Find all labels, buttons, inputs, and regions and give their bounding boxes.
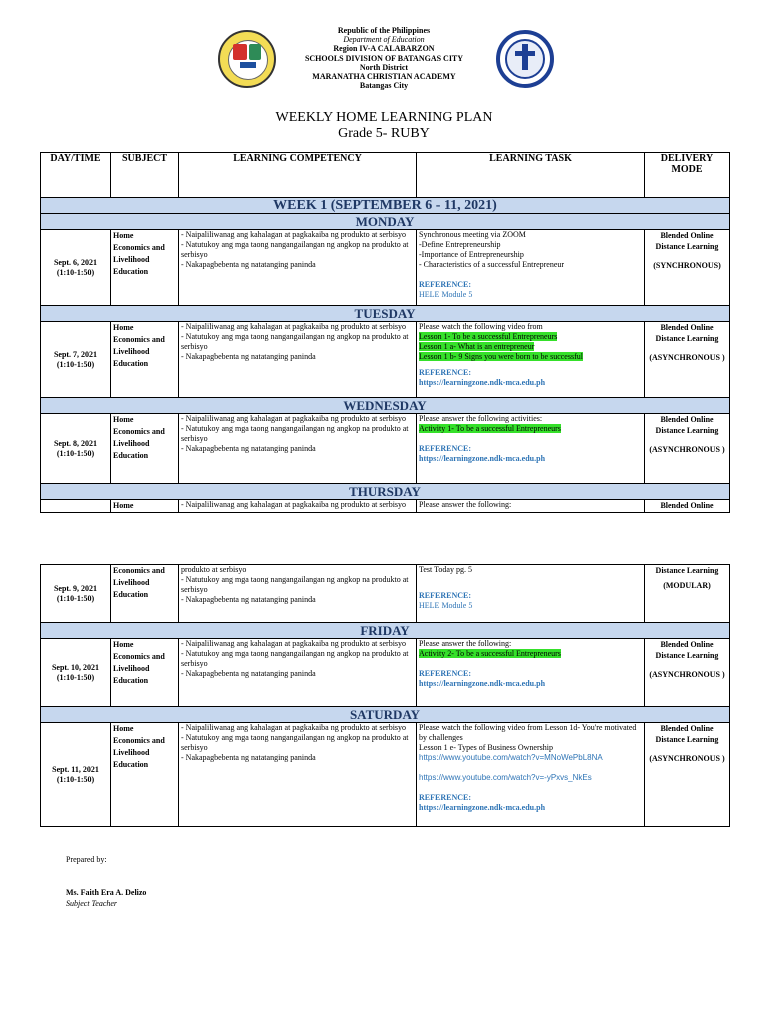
date-text: Sept. 8, 2021 [53,438,98,448]
letterhead [0,26,768,90]
time-text: (1:10-1:50) [56,672,95,682]
competency-item: - Nakapagbebenta ng natatanging paninda [181,595,316,604]
letterhead-line: North District [359,62,409,72]
column-header: DAY/TIME [41,153,111,198]
mode-line: Distance Learning [655,242,719,251]
competency-item: - Natutukoy ang mga taong nangangailangan ng angkop na produkto at serbisyo [181,240,409,259]
column-header: DELIVERY MODE [645,153,730,198]
table-row [41,230,730,306]
highlighted-activity: Activity 1- To be a successful Entrepreneurs [419,424,561,433]
mode-cell [645,230,730,306]
column-header: LEARNING COMPETENCY [179,153,417,198]
date-text: Sept. 11, 2021 [52,764,99,774]
day-banner-saturday: SATURDAY [41,707,730,723]
letterhead-line: SCHOOLS DIVISION OF BATANGAS CITY [304,53,464,63]
task-cell [417,500,645,513]
task-cell [417,723,645,827]
subject-line: Home [113,640,134,649]
subject-line: Education [113,760,149,769]
competency-cell [179,723,417,827]
time-text: (1:10-1:50) [56,593,95,603]
competency-item: - Naipaliliwanag ang kahalagan at pagkakaiba ng produkto at serbisyo [181,230,407,239]
column-header: SUBJECT [111,153,179,198]
document-title [0,110,768,142]
task-line: Lesson 1 e- Types of Business Ownership [419,743,553,752]
competency-item: - Naipaliliwanag ang kahalagan at pagkakaiba ng produkto at serbisyo [181,639,407,648]
week-banner: WEEK 1 (SEPTEMBER 6 - 11, 2021) [41,198,730,214]
competency-cell [179,414,417,484]
reference-value: HELE Module 5 [419,601,473,610]
competency-cell [179,500,417,513]
mode-type: (ASYNCHRONOUS ) [649,353,725,362]
mode-type: (ASYNCHRONOUS ) [649,754,725,763]
table-row [41,414,730,484]
task-line: -Define Entrepreneurship [419,240,501,249]
mode-cell [645,500,730,513]
task-line: Please watch the following video from [419,322,543,331]
youtube-link[interactable]: https://www.youtube.com/watch?v=-yPxvs_NkEs [419,773,592,782]
subject-line: Education [113,267,149,276]
subject-line: Livelihood [113,578,150,587]
subject-line: Home [113,501,134,510]
letterhead-line: MARANATHA CHRISTIAN ACADEMY [312,72,456,82]
reference-link[interactable]: https://learningzone.ndk-mca.edu.ph [419,803,546,812]
subject-cell [111,230,179,306]
mode-cell [645,414,730,484]
date-cell [41,639,111,707]
competency-cell [179,565,417,623]
mode-type: (ASYNCHRONOUS ) [649,670,725,679]
mode-line: Distance Learning [655,735,719,744]
time-text: (1:10-1:50) [56,267,95,277]
task-line: - Characteristics of a successful Entrepreneur [419,260,565,269]
reference-label: REFERENCE: [419,280,472,289]
date-text: Sept. 9, 2021 [53,583,98,593]
subject-line: Economics and [113,335,165,344]
competency-item: - Naipaliliwanag ang kahalagan at pagkakaiba ng produkto at serbisyo [181,414,407,423]
subject-cell [111,322,179,398]
reference-link[interactable]: https://learningzone.ndk-mca.edu.ph [419,454,546,463]
subject-line: Livelihood [113,439,150,448]
mode-type: (ASYNCHRONOUS ) [649,445,725,454]
mode-line: Distance Learning [655,426,719,435]
letterhead-line: Department of Education [343,35,425,45]
subject-cell [111,639,179,707]
date-cell [41,414,111,484]
subject-line: Home [113,323,134,332]
subject-line: Home [113,724,134,733]
date-text: Sept. 7, 2021 [53,349,98,359]
subject-line: Economics and [113,243,165,252]
mode-line: Distance Learning [655,566,719,575]
reference-label: REFERENCE: [419,591,472,600]
subject-line: Home [113,231,134,240]
mode-line: Blended Online [660,501,714,510]
letterhead-line: Region IV-A CALABARZON [333,44,435,54]
mode-line: Blended Online [660,231,714,240]
date-text: Sept. 10, 2021 [51,662,100,672]
competency-item: - Naipaliliwanag ang kahalagan at pagkakaiba ng produkto at serbisyo [181,500,407,509]
task-line: Synchronous meeting via ZOOM [419,230,526,239]
reference-label: REFERENCE: [419,669,472,678]
date-cell [41,565,111,623]
mode-cell [645,565,730,623]
competency-item: - Natutukoy ang mga taong nangangailangan ng angkop na produkto at serbisyo [181,424,409,443]
subject-cell [111,565,179,623]
competency-item: - Nakapagbebenta ng natatanging paninda [181,753,316,762]
letterhead-line: Batangas City [359,81,409,91]
subject-cell [111,414,179,484]
mode-line: Distance Learning [655,334,719,343]
task-line: Please answer the following activities: [419,414,543,423]
table-header-row [41,153,730,198]
competency-item: produkto at serbisyo [181,565,247,574]
mode-line: Blended Online [660,724,714,733]
subject-cell [111,723,179,827]
day-banner-wednesday: WEDNESDAY [41,398,730,414]
table-row [41,500,730,513]
letterhead-line: Republic of the Philippines [337,26,431,35]
competency-item: - Natutukoy ang mga taong nangangailangan ng angkop na produkto at serbisyo [181,649,409,668]
subject-line: Economics and [113,652,165,661]
mode-cell [645,322,730,398]
mode-cell [645,723,730,827]
subject-line: Education [113,676,149,685]
subject-line: Economics and [113,736,165,745]
day-banner-friday: FRIDAY [41,623,730,639]
competency-item: - Nakapagbebenta ng natatanging paninda [181,444,316,453]
task-line: Please watch the following video from Lesson 1d- You're motivated by challenges [419,723,637,742]
teacher-name: Ms. Faith Era A. Delizo [66,888,147,897]
mode-line: Distance Learning [655,651,719,660]
mode-cell [645,639,730,707]
task-cell [417,565,645,623]
prepared-by-label: Prepared by: [66,855,107,864]
plan-title: WEEKLY HOME LEARNING PLAN [275,110,493,125]
reference-link[interactable]: https://learningzone.ndk-mca.edu.ph [419,378,546,387]
reference-label: REFERENCE: [419,793,472,802]
day-banner-thursday: THURSDAY [41,484,730,500]
reference-value: HELE Module 5 [419,290,473,299]
competency-item: - Nakapagbebenta ng natatanging paninda [181,669,316,678]
task-cell [417,230,645,306]
competency-item: - Naipaliliwanag ang kahalagan at pagkakaiba ng produkto at serbisyo [181,723,407,732]
task-line: Please answer the following: [419,639,512,648]
mode-type: (SYNCHRONOUS) [653,261,721,270]
date-cell [41,723,111,827]
subject-line: Livelihood [113,255,150,264]
subject-cell [111,500,179,513]
table-row [41,723,730,827]
competency-item: - Natutukoy ang mga taong nangangailangan ng angkop na produkto at serbisyo [181,575,409,594]
date-cell [41,322,111,398]
teacher-role: Subject Teacher [66,899,118,908]
day-banner-monday: MONDAY [41,214,730,230]
mode-line: Blended Online [660,323,714,332]
competency-item: - Natutukoy ang mga taong nangangailangan ng angkop na produkto at serbisyo [181,733,409,752]
competency-item: - Nakapagbebenta ng natatanging paninda [181,352,316,361]
youtube-link[interactable]: https://www.youtube.com/watch?v=MNoWePbL8NA [419,753,603,762]
mode-line: Blended Online [660,640,714,649]
plan-table-part1 [40,152,730,513]
table-row [41,322,730,398]
subject-line: Education [113,359,149,368]
column-header: LEARNING TASK [417,153,645,198]
highlighted-lesson: Lesson 1 b- 9 Signs you were born to be successful [419,352,583,361]
task-cell [417,414,645,484]
time-text: (1:10-1:50) [56,359,95,369]
table-row [41,639,730,707]
plan-subtitle: Grade 5- RUBY [338,126,430,141]
task-line: -Importance of Entrepreneurship [419,250,524,259]
task-cell [417,639,645,707]
time-text: (1:10-1:50) [56,774,95,784]
reference-label: REFERENCE: [419,368,472,377]
highlighted-lesson: Lesson 1- To be a successful Entrepreneurs [419,332,558,341]
reference-label: REFERENCE: [419,444,472,453]
table-row [41,565,730,623]
subject-line: Livelihood [113,347,150,356]
subject-line: Livelihood [113,748,150,757]
competency-cell [179,230,417,306]
date-cell [41,230,111,306]
competency-item: - Natutukoy ang mga taong nangangailangan ng angkop na produkto at serbisyo [181,332,409,351]
day-banner-tuesday: TUESDAY [41,306,730,322]
subject-line: Livelihood [113,664,150,673]
time-text: (1:10-1:50) [56,448,95,458]
date-cell [41,500,111,513]
task-line: Test Today pg. 5 [419,565,472,574]
subject-line: Home [113,415,134,424]
competency-cell [179,639,417,707]
task-line: Please answer the following: [419,500,512,509]
date-text: Sept. 6, 2021 [53,257,98,267]
highlighted-activity: Activity 2- To be a successful Entrepreneurs [419,649,561,658]
subject-line: Economics and [113,566,165,575]
subject-line: Education [113,451,149,460]
task-cell [417,322,645,398]
subject-line: Economics and [113,427,165,436]
competency-item: - Nakapagbebenta ng natatanging paninda [181,260,316,269]
reference-link[interactable]: https://learningzone.ndk-mca.edu.ph [419,679,546,688]
mode-type: (MODULAR) [663,581,711,590]
plan-table-part2 [40,564,730,827]
competency-cell [179,322,417,398]
mode-line: Blended Online [660,415,714,424]
highlighted-lesson: Lesson 1 a- What is an entrepreneur [419,342,535,351]
subject-line: Education [113,590,149,599]
competency-item: - Naipaliliwanag ang kahalagan at pagkakaiba ng produkto at serbisyo [181,322,407,331]
